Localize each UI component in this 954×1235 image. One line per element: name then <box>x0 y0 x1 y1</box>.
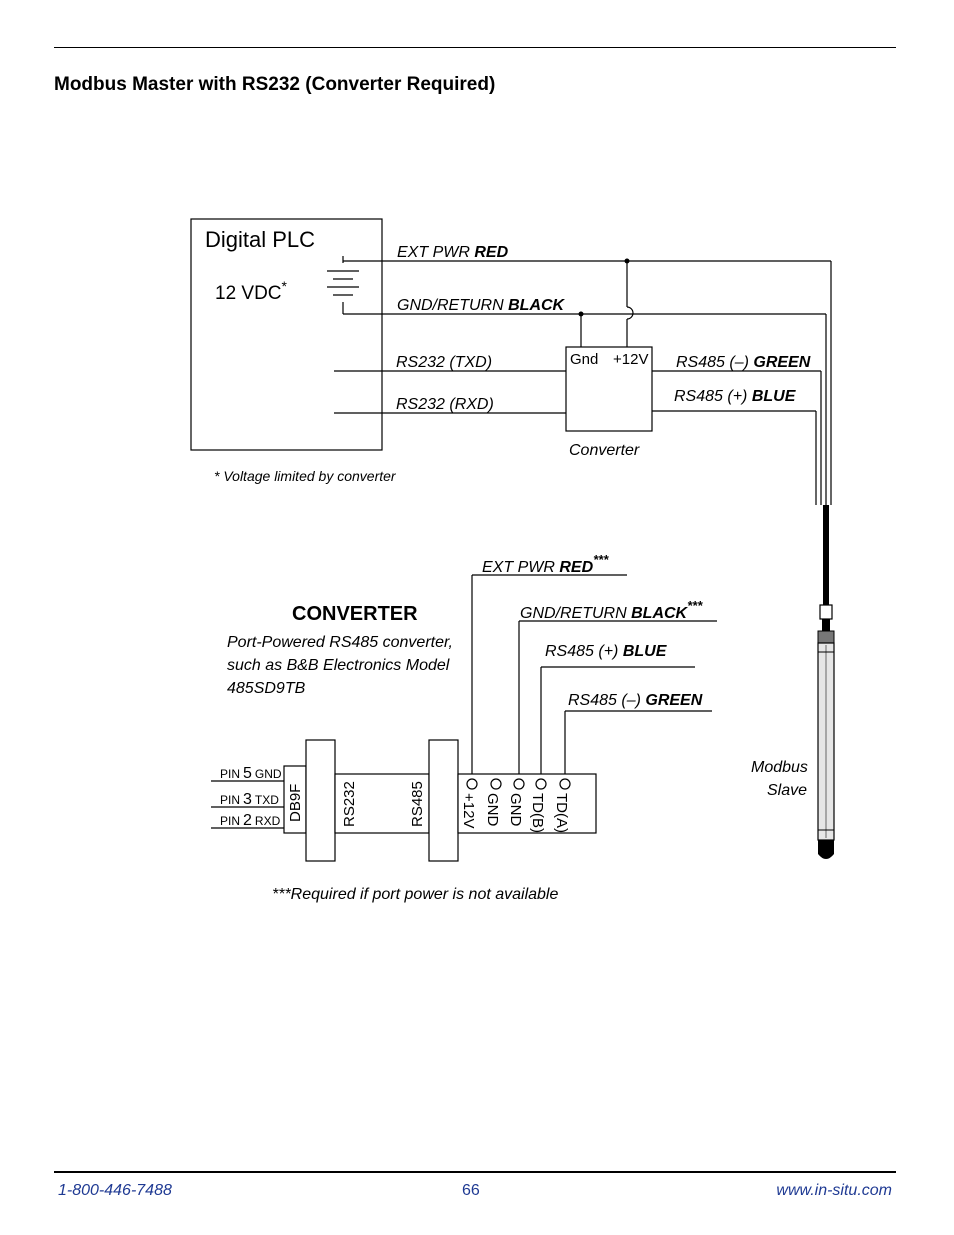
terminal-tda-label: TD(A) <box>553 793 570 833</box>
rs485-plus-wire <box>652 411 816 505</box>
slave-label-line1: Modbus <box>751 759 808 776</box>
ext-pwr-label: EXT PWR RED <box>397 244 509 261</box>
terminal-block <box>458 774 596 833</box>
pin2-label: PIN 2 RXD <box>220 812 281 829</box>
converter-desc-line2: such as B&B Electronics Model <box>227 657 450 674</box>
required-note: ***Required if port power is not available <box>272 886 559 903</box>
plc-box <box>191 219 382 450</box>
converter-desc-line1: Port-Powered RS485 converter, <box>227 634 453 651</box>
cable <box>820 505 832 631</box>
rs485-minus-leader <box>565 711 712 779</box>
rs232-rxd-label: RS232 (RXD) <box>396 396 494 413</box>
rs485-shell <box>429 740 458 861</box>
plc-voltage: 12 VDC* <box>215 278 287 304</box>
footer-url-link[interactable]: www.in-situ.com <box>776 1182 892 1199</box>
converter-label: Converter <box>569 442 640 459</box>
bottom-rs485-plus-label: RS485 (+) BLUE <box>545 643 667 660</box>
terminal-tdb-label: TD(B) <box>529 793 546 833</box>
rs485-minus-label: RS485 (–) GREEN <box>676 354 811 371</box>
voltage-note: * Voltage limited by converter <box>214 468 396 484</box>
converter-desc-line3: 485SD9TB <box>227 680 306 697</box>
converter-12v-terminal: +12V <box>613 351 649 368</box>
rs485-plus-label: RS485 (+) BLUE <box>674 388 796 405</box>
plc-title: Digital PLC <box>205 227 316 252</box>
terminal-gnd1-label: GND <box>484 793 501 827</box>
terminal-gnd2-label: GND <box>507 793 524 827</box>
terminal-12v-label: +12V <box>460 793 477 829</box>
db9-shell <box>306 740 335 861</box>
db9f-label: DB9F <box>287 783 304 822</box>
slave-label-line2: Slave <box>767 782 808 799</box>
footer-rule <box>54 1171 896 1173</box>
bottom-gnd-return-label: GND/RETURN BLACK*** <box>520 598 703 622</box>
rs485-plus-leader <box>541 667 695 779</box>
gnd-return-label: GND/RETURN BLACK <box>397 297 565 314</box>
rs485-body-label: RS485 <box>409 781 426 827</box>
rs232-txd-label: RS232 (TXD) <box>396 354 493 371</box>
converter-gnd-terminal: Gnd <box>570 351 599 368</box>
rs232-body-label: RS232 <box>341 781 358 827</box>
pin5-label: PIN 5 GND <box>220 765 282 782</box>
pin3-label: PIN 3 TXD <box>220 791 279 808</box>
modbus-slave-probe <box>818 631 834 859</box>
page-title: Modbus Master with RS232 (Converter Required) <box>54 74 496 95</box>
bottom-rs485-minus-label: RS485 (–) GREEN <box>568 692 703 709</box>
footer-phone: 1-800-446-7488 <box>58 1182 172 1199</box>
footer-page-number: 66 <box>462 1182 480 1199</box>
converter-heading: CONVERTER <box>292 603 418 625</box>
bottom-ext-pwr-label: EXT PWR RED*** <box>482 552 609 576</box>
